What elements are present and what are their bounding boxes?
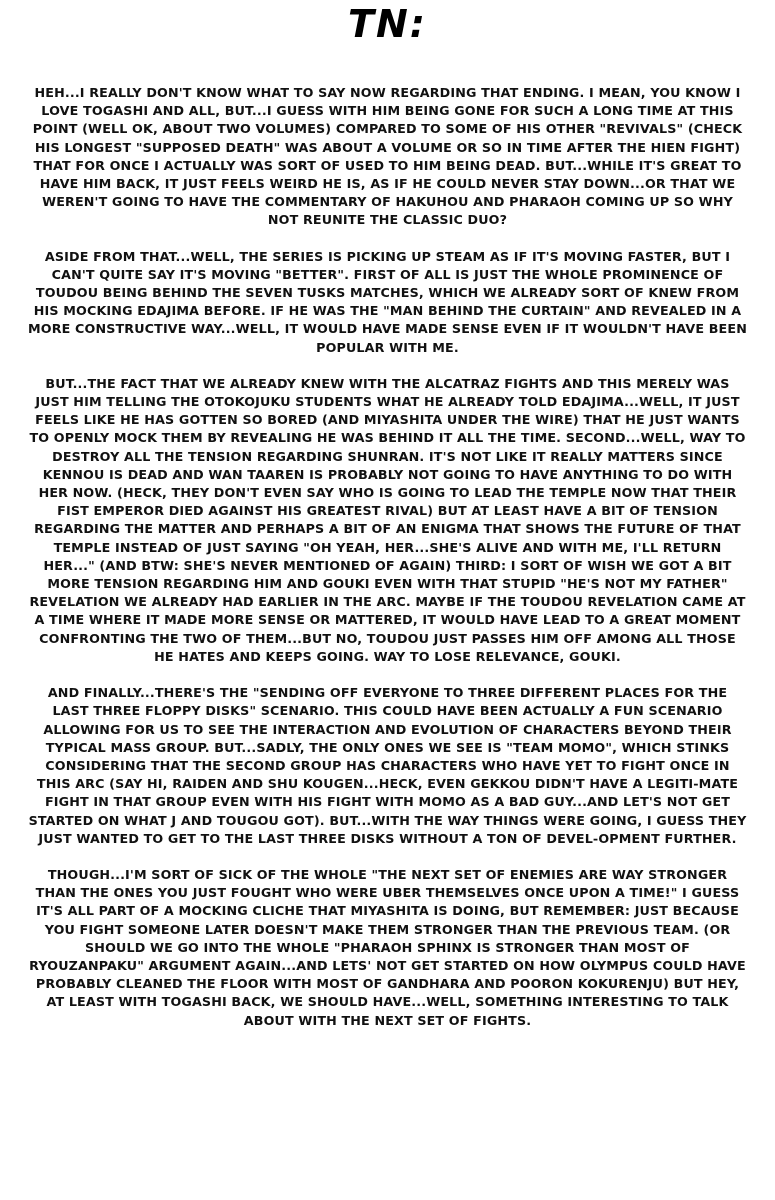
paragraph-4: AND FINALLY...THERE'S THE "SENDING OFF EVERYONE TO THREE DIFFERENT PLACES FOR THE LAST THREE FLOPPY DISKS" SCENARIO. THIS COULD HAVE BEEN ACTUALLY A FUN SCENARIO ALLOWING FOR US TO SEE THE INTERACTION AND EVOLUTION OF CHARACTERS BEYOND THEIR TYPICAL MASS GROUP. BUT...SADLY, THE ONLY ONES WE SEE IS "TEAM MOMO", WHICH STINKS CONSIDERING THAT THE SECOND GROUP HAS CHARACTERS WHO HAVE YET TO FIGHT ONCE IN THIS ARC (SAY HI, RAIDEN AND SHU KOUGEN...HECK, EVEN GEKKOU DIDN'T HAVE A LEGITI-MATE FIGHT IN THAT GROUP EVEN WITH HIS FIGHT WITH MOMO AS A BAD GUY...AND LET'S NOT GET STARTED ON WHAT J AND TOUGOU GOT). BUT...WITH THE WAY THINGS WERE GOING, I GUESS THEY JUST WANTED TO GET TO THE LAST THREE DISKS WITHOUT A TON OF DEVEL-OPMENT FURTHER. xyxy=(28,685,747,846)
notes-body xyxy=(28,84,747,1048)
paragraph-5: THOUGH...I'M SORT OF SICK OF THE WHOLE "THE NEXT SET OF ENEMIES ARE WAY STRONGER THAN THE ONES YOU JUST FOUGHT WHO WERE UBER THEMSELVES ONCE UPON A TIME!" I GUESS IT'S ALL PART OF A MOCKING CLICHE THAT MIYASHITA IS DOING, BUT REMEMBER: JUST BECAUSE YOU FIGHT SOMEONE LATER DOESN'T MAKE THEM STRONGER THAN THE PREVIOUS TEAM. (OR SHOULD WE GO INTO THE WHOLE "PHARAOH SPHINX IS STRONGER THAN MOST OF RYOUZANPAKU" ARGUMENT AGAIN...AND LETS' NOT GET STARTED ON HOW OLYMPUS COULD HAVE PROBABLY CLEANED THE FLOOR WITH MOST OF GANDHARA AND POORON KOKURENJU) BUT HEY, AT LEAST WITH TOGASHI BACK, WE SHOULD HAVE...WELL, SOMETHING INTERESTING TO TALK ABOUT WITH THE NEXT SET OF FIGHTS. xyxy=(29,866,746,1028)
page-title: TN: xyxy=(348,2,427,46)
paragraph-2: ASIDE FROM THAT...WELL, THE SERIES IS PICKING UP STEAM AS IF IT'S MOVING FASTER, BUT I CAN'T QUITE SAY IT'S MOVING "BETTER". FIRST OF ALL IS JUST THE WHOLE PROMINENCE OF TOUDOU BEING BEHIND THE SEVEN TUSKS MATCHES, WHICH WE ALREADY SORT OF KNEW FROM HIS MOCKING EDAJIMA BEFORE. IF HE WAS THE "MAN BEHIND THE CURTAIN" AND REVEALED IN A MORE CONSTRUCTIVE WAY...WELL, IT WOULD HAVE MADE SENSE EVEN IF IT WOULDN'T HAVE BEEN POPULAR WITH ME. xyxy=(28,248,747,355)
paragraph-3: BUT...THE FACT THAT WE ALREADY KNEW WITH THE ALCATRAZ FIGHTS AND THIS MERELY WAS JUST HIM TELLING THE OTOKOJUKU STUDENTS WHAT HE ALREADY TOLD EDAJIMA...WELL, IT JUST FEELS LIKE HE HAS GOTTEN SO BORED (AND MIYASHITA UNDER THE WIRE) THAT HE JUST WANTS TO OPENLY MOCK THEM BY REVEALING HE WAS BEHIND IT ALL THE TIME. SECOND...WELL, WAY TO DESTROY ALL THE TENSION REGARDING SHUNRAN. IT'S NOT LIKE IT REALLY MATTERS SINCE KENNOU IS DEAD AND WAN TAAREN IS PROBABLY NOT GOING TO HAVE ANYTHING TO DO WITH HER NOW. (HECK, THEY DON'T EVEN SAY WHO IS GOING TO LEAD THE TEMPLE NOW THAT THEIR FIST EMPEROR DIED AGAINST HIS GREATEST RIVAL) BUT AT LEAST HAVE A BIT OF TENSION REGARDING THE MATTER AND PERHAPS A BIT OF AN ENIGMA THAT SHOWS THE FUTURE OF THAT TEMPLE INSTEAD OF JUST SAYING "OH YEAH, HER...SHE'S ALIVE AND WITH ME, I'LL RETURN HER..." (AND BTW: SHE'S NEVER MENTIONED OF AGAIN) THIRD: I SORT OF WISH WE GOT A BIT MORE TENSION REGARDING HIM AND GOUKI EVEN WITH THAT STUPID "HE'S NOT MY FATHER" REVELATION WE ALREADY HAD EARLIER IN THE ARC. MAYBE IF THE TOUDOU REVELATION CAME AT A TIME WHERE IT MADE MORE SENSE OR MATTERED, IT WOULD HAVE LEAD TO A GREAT MOMENT CONFRONTING THE TWO OF THEM...BUT NO, TOUDOU JUST PASSES HIM OFF AMONG ALL THOSE HE HATES AND KEEPS GOING. WAY TO LOSE RELEVANCE, GOUKI. xyxy=(29,375,746,664)
paragraph-1: HEH...I REALLY DON'T KNOW WHAT TO SAY NOW REGARDING THAT ENDING. I MEAN, YOU KNOW I LOVE TOGASHI AND ALL, BUT...I GUESS WITH HIM BEING GONE FOR SUCH A LONG TIME AT THIS POINT (WELL OK, ABOUT TWO VOLUMES) COMPARED TO SOME OF HIS OTHER "REVIVALS" (CHECK HIS LONGEST "SUPPOSED DEATH" WAS ABOUT A VOLUME OR SO IN TIME AFTER THE HIEN FIGHT) THAT FOR ONCE I ACTUALLY WAS SORT OF USED TO HIM BEING DEAD. BUT...WHILE IT'S GREAT TO HAVE HIM BACK, IT JUST FEELS WEIRD HE IS, AS IF HE COULD NEVER STAY DOWN...OR THAT WE WEREN'T GOING TO HAVE THE COMMENTARY OF HAKUHOU AND PHARAOH COMING UP SO WHY NOT REUNITE THE CLASSIC DUO? xyxy=(32,85,743,228)
